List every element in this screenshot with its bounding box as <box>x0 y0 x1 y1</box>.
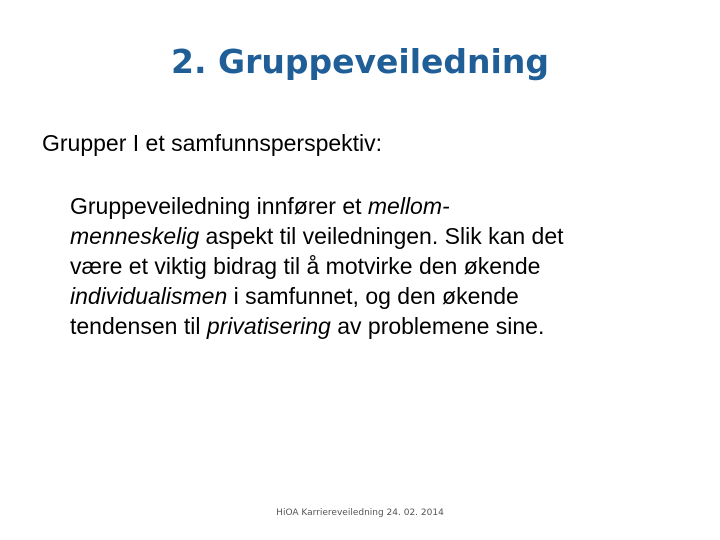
italic-term: privatisering <box>206 313 331 339</box>
paragraph-line-2 <box>70 221 700 251</box>
italic-term: menneskelig <box>70 223 200 249</box>
text-run: aspekt til veiledningen. Slik kan det <box>199 223 564 249</box>
paragraph-line-5 <box>70 311 700 341</box>
text-run: tendensen til <box>70 313 207 339</box>
italic-term: mellom- <box>367 193 450 219</box>
slide-title: 2. Gruppeveiledning <box>171 42 549 81</box>
paragraph-line-4 <box>70 281 700 311</box>
text-run: av problemene sine. <box>330 313 545 339</box>
paragraph-line-3: være et viktig bidrag til å motvirke den økende <box>70 253 541 279</box>
paragraph-line-1 <box>70 191 700 221</box>
text-run: Gruppeveiledning innfører et <box>70 193 368 219</box>
slide-footer: HiOA Karriereveiledning 24. 02. 2014 <box>276 508 444 518</box>
body-paragraph <box>70 191 700 341</box>
bullet-heading: Grupper I et samfunnsperspektiv: <box>42 130 383 156</box>
italic-term: individualismen <box>70 283 228 309</box>
text-run: i samfunnet, og den økende <box>227 283 519 309</box>
